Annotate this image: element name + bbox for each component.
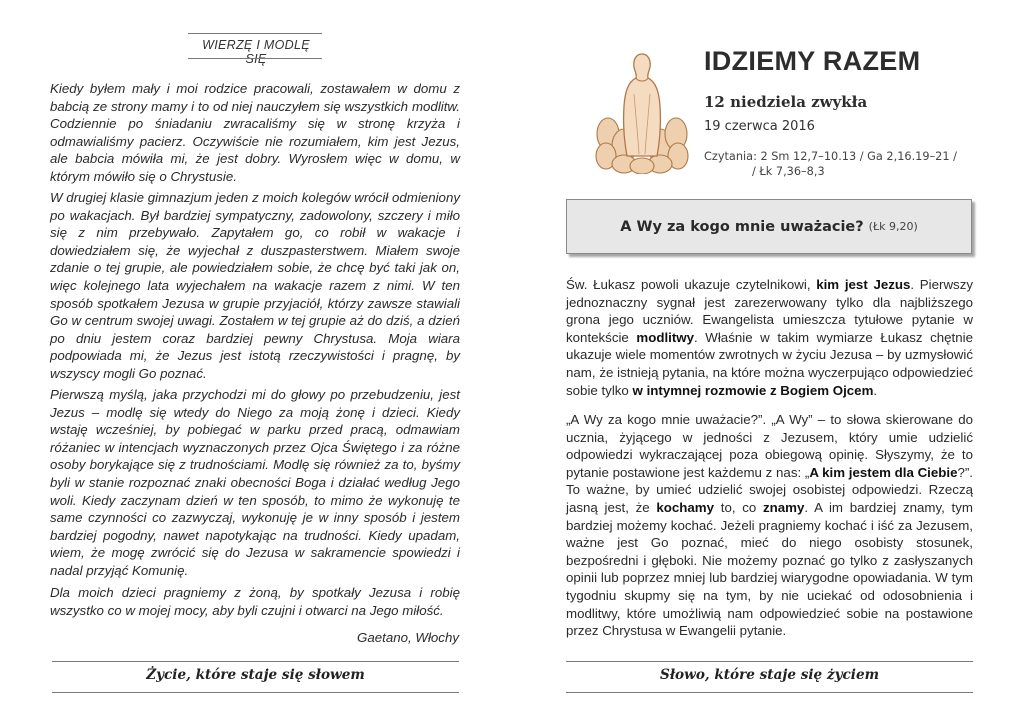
header-rule-bottom [188, 58, 322, 59]
footer-rule-top-left [52, 661, 459, 662]
commentary-paragraph-1: Św. Łukasz powoli ukazuje czytelnikowi, kim jest Jezus. Pierwszy jednoznaczny sygnał jest zarezerwowany tylko dla najbliższego grona jego uczniów. Ewangelista umieszcza tytułowe pytanie w kontekście modlitwy. Właśnie w takim wymiarze Łukasz chętnie ukazuje wiele momentów zwrotnych w życiu Jezusa – by uzmysłowić nam, że istnieją pytania, na które można wyczerpująco odpowiedzieć sobie tylko w intymnej rozmowie z Bogiem Ojcem. [566, 277, 973, 398]
testimony-paragraph-1: Kiedy byłem mały i moi rodzice pracowali, zostawałem w domu z babcią ze strony mamy i to od niej nauczyłem się wszystkich modlitw. Codziennie po śniadaniu zwracaliśmy się w stronę krzyża i odmawialiśmy pacierz. Oczywiście nie rozumiałem, kim jest Jezus, ale babcia mówiła mi, że jest dobry. Wyrosłem więc w domu, w którym mówiło się o Chrystusie. [50, 81, 460, 184]
commentary-paragraph-2: „A Wy za kogo mnie uważacie?”. „A Wy” – to słowa skierowane do ucznia, żyjącego w jedności z Jezusem, który umie udzielić odpowiedzi wykraczającej poza obiegową opinię. Słyszymy, że to pytanie postawione jest każdemu z nas: „A kim jestem dla Ciebie?”. To ważne, by umieć udzielić swojej osobistej odpowiedzi. Rzeczą jasną jest, że kochamy to, co znamy. A im bardziej znamy, tym bardziej możemy kochać. Jeżeli pragniemy kochać i iść za Jezusem, ważne jest Go poznać, mieć do niego osobisty stosunek, bezpośredni i głęboki. Nie możemy poznać go tylko z zasłyszanych opinii lub poprzez mniej lub bardziej wiarygodne opowiadania. W tym tygodniu skupmy się na tym, by nie uciekać od odosobnienia i modlitwy, które umożliwią nam odpowiedzieć sobie na postawione przez Chrystusa w Ewangelii pytanie. [566, 412, 974, 639]
page-title: IDZIEMY RAZEM [704, 46, 921, 76]
readings-line-1: Czytania: 2 Sm 12,7–10.13 / Ga 2,16.19–21 / [704, 150, 957, 163]
header-rule-top [188, 33, 322, 34]
question-reference: (Łk 9,20) [868, 220, 918, 233]
testimony-paragraph-2: W drugiej klasie gimnazjum jeden z moich kolegów wrócił odmieniony po wakacjach. Był bardziej sympatyczny, zadowolony, szczery i miło się z nim przebywało. Zapytałem go, co robił w wakacje i dowiedziałem się, że wyjechał z duszpasterstwem. Miałem swoje zdanie o tej grupie, ale powiedziałem sobie, że chcę być taki jak on, więc kolejnego lata wyjechałem na wakacje razem z nimi. W ten sposób spotkałem Jezusa w grupie przyjaciół, którzy zawsze stawiali Go w centrum swojej uwagi. Zostałem w tej grupie aż do dziś, a dzień po dniu jestem coraz bardziej pewny Chrystusa. Moja wiara podpowiada mi, że Jezus jest istotą rzeczywistości i pragnę, by wszyscy mogli Go poznać. [50, 190, 460, 381]
section-header: WIERZĘ I MODLĘ SIĘ [202, 38, 310, 66]
question-text: A Wy za kogo mnie uważacie? [620, 218, 864, 235]
footer-rule-top-right [566, 661, 973, 662]
readings-line-2: / Łk 7,36–8,3 [752, 165, 825, 178]
jesus-crowd-illustration [594, 48, 690, 174]
signature: Gaetano, Włochy [357, 630, 459, 645]
footer-rule-bottom-left [52, 692, 459, 693]
question-box [566, 199, 972, 254]
date: 19 czerwca 2016 [704, 119, 815, 134]
liturgical-sunday: 12 niedziela zwykła [704, 93, 868, 111]
footer-rule-bottom-right [566, 692, 973, 693]
left-footer: Życie, które staje się słowem [146, 667, 365, 683]
testimony-paragraph-4: Dla moich dzieci pragniemy z żoną, by spotkały Jezusa i robię wszystko co w mojej mocy, aby byli czujni i otwarci na Jego miłość. [50, 585, 460, 618]
testimony-paragraph-3: Pierwszą myślą, jaka przychodzi mi do głowy po przebudzeniu, jest Jezus – modlę się wtedy do Niego za moją żonę i dzieci. Kiedy wstaję wcześniej, by pobiegać w parku przed pracą, odmawiam różaniec w intencjach wyznaczonych przez Ojca Świętego i za różne osoby borykające się z trudnościami. Modlę się również za to, byśmy byli w stanie rozpoznać znaki obecności Boga i działać według Jego woli. Kiedy zaczynam dzień w ten sposób, to mimo że wykonuję te same czynności co zazwyczaj, wykonuję je w inny sposób i jestem bardziej pogodny, nawet napotykając na trudności. Kiedy upadam, wiem, że mogę zwrócić się do Jezusa w sakramencie spowiedzi i nadal przyjąć Komunię. [50, 387, 460, 578]
right-footer: Słowo, które staje się życiem [660, 667, 879, 683]
